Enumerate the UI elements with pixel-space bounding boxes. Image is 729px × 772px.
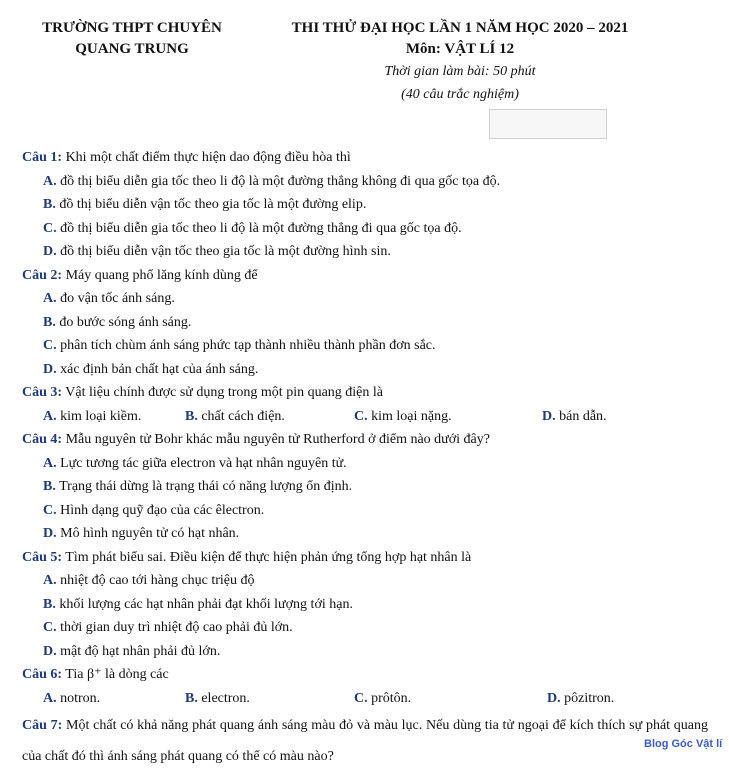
school-line-1: TRƯỜNG THPT CHUYÊN (42, 20, 222, 36)
option-text: pôzitron. (560, 690, 615, 706)
question-text: Tia β⁺ là dòng các (62, 667, 169, 682)
question-text: Một chất có khả năng phát quang ánh sáng màu đỏ và màu lục. Nếu dùng tia tử ngoại để kích thích sự phát quang của chất đó thì ánh sáng phát quang có thể có màu nào? (22, 718, 709, 764)
option-row (22, 687, 708, 711)
option-text: mật độ hạt nhân phải đủ lớn. (56, 643, 221, 659)
option-key: B. (43, 314, 56, 330)
option (22, 499, 708, 523)
option-text: Hình dạng quỹ đạo của các êlectron. (56, 502, 265, 518)
option-key: B. (185, 690, 198, 706)
option-text: đồ thị biểu diễn gia tốc theo li độ là một đường thẳng đi qua gốc tọa độ. (56, 220, 462, 236)
option-text: bán dẫn. (555, 408, 607, 424)
option-key: C. (354, 408, 368, 424)
option-key: B. (43, 479, 56, 494)
option-key: A. (43, 455, 57, 471)
school-line-2: QUANG TRUNG (75, 41, 189, 57)
option (22, 287, 708, 311)
exam-time: Thời gian làm bài: 50 phút (384, 64, 536, 79)
option-key: D. (43, 361, 57, 377)
option-key: B. (43, 596, 56, 612)
exam-subject: Môn: VẬT LÍ 12 (405, 41, 515, 57)
option-text: đồ thị biểu diễn gia tốc theo li độ là một đường thẳng không đi qua gốc tọa độ. (56, 173, 501, 189)
question-label: Câu 2: (22, 267, 63, 283)
question-label: Câu 7: (22, 718, 63, 733)
question-text: Mẫu nguyên tử Bohr khác mẫu nguyên tử Rutherford ở điểm nào dưới đây? (62, 432, 490, 447)
question-3 (22, 381, 708, 405)
option (22, 240, 708, 264)
option (22, 522, 708, 546)
option-key: D. (547, 690, 561, 706)
option-text: đồ thị biểu diễn vận tốc theo gia tốc là một đường hình sin. (56, 244, 391, 259)
option (43, 405, 141, 429)
question-label: Câu 1: (22, 150, 63, 165)
option (22, 616, 708, 640)
question-7 (22, 710, 708, 772)
option-text: đo vận tốc ánh sáng. (56, 291, 175, 306)
question-1 (22, 146, 708, 170)
option-key: C. (43, 502, 57, 518)
question-text: Tìm phát biểu sai. Điều kiện để thực hiện phản ứng tổng hợp hạt nhân là (62, 549, 472, 565)
option-key: B. (43, 197, 56, 212)
option-key: A. (43, 173, 57, 189)
question-5 (22, 546, 708, 570)
option (43, 687, 100, 711)
exam-header (0, 14, 729, 110)
option (22, 640, 708, 664)
question-2 (22, 264, 708, 288)
option-text: prôtôn. (367, 690, 412, 706)
option-key: B. (185, 408, 198, 424)
option-key: A. (43, 408, 57, 424)
question-label: Câu 6: (22, 667, 63, 682)
watermark: Blog Góc Vật lí (644, 738, 723, 750)
option-text: kim loại nặng. (367, 408, 452, 424)
option-text: chất cách điện. (197, 408, 285, 424)
option-row (22, 405, 708, 429)
option-text: đồ thị biểu diễn vận tốc theo gia tốc là một đường elip. (55, 197, 367, 212)
option (22, 311, 708, 335)
option-text: phân tích chùm ánh sáng phức tạp thành nhiều thành phần đơn sắc. (56, 338, 436, 353)
question-text: Máy quang phổ lăng kính dùng để (62, 267, 258, 283)
question-4 (22, 428, 708, 452)
option-key: C. (354, 690, 368, 706)
option-text: khối lượng các hạt nhân phải đạt khối lượng tới hạn. (55, 596, 353, 612)
option-text: kim loại kiềm. (56, 408, 142, 424)
option-key: C. (43, 220, 57, 236)
option-text: notron. (56, 690, 101, 706)
option-text: electron. (197, 690, 250, 706)
option-text: thời gian duy trì nhiệt độ cao phải đủ lớn. (56, 620, 293, 635)
option-key: D. (542, 408, 556, 424)
option (22, 475, 708, 499)
option (547, 687, 614, 711)
question-text: Vật liệu chính được sử dụng trong một pin quang điện là (62, 385, 384, 400)
option (22, 217, 708, 241)
option-key: C. (43, 338, 57, 353)
option-key: A. (43, 573, 57, 588)
option-key: A. (43, 690, 57, 706)
option (22, 193, 708, 217)
option (185, 405, 285, 429)
option (22, 452, 708, 476)
question-label: Câu 5: (22, 549, 63, 565)
option-key: C. (43, 620, 57, 635)
option-text: Mô hình nguyên tử có hạt nhân. (56, 526, 240, 541)
question-label: Câu 4: (22, 432, 63, 447)
option-text: đo bước sóng ánh sáng. (55, 314, 192, 330)
option (354, 405, 452, 429)
question-text: Khi một chất điểm thực hiện dao động điều hòa thì (62, 150, 351, 165)
option (354, 687, 411, 711)
option-key: D. (43, 244, 57, 259)
option (22, 170, 708, 194)
option-text: Trạng thái dừng là trạng thái có năng lượng ổn định. (55, 479, 353, 494)
exam-info (250, 18, 670, 106)
option-key: D. (43, 526, 57, 541)
option-text: nhiệt độ cao tới hàng chục triệu độ (56, 573, 255, 588)
option (22, 569, 708, 593)
option (22, 593, 708, 617)
questions (22, 146, 708, 772)
option-text: Lực tương tác giữa electron và hạt nhân nguyên tử. (56, 455, 347, 471)
question-count: (40 câu trắc nghiệm) (401, 87, 519, 102)
question-label: Câu 3: (22, 385, 63, 400)
school-name (22, 18, 242, 60)
exam-code-box (489, 109, 607, 139)
option (22, 358, 708, 382)
option (542, 405, 607, 429)
exam-title: THI THỬ ĐẠI HỌC LẦN 1 NĂM HỌC 2020 – 2021 (291, 20, 629, 36)
option-text: xác định bản chất hạt của ánh sáng. (56, 361, 259, 377)
option-key: D. (43, 643, 57, 659)
option (185, 687, 250, 711)
question-6 (22, 663, 708, 687)
option-key: A. (43, 291, 57, 306)
option (22, 334, 708, 358)
